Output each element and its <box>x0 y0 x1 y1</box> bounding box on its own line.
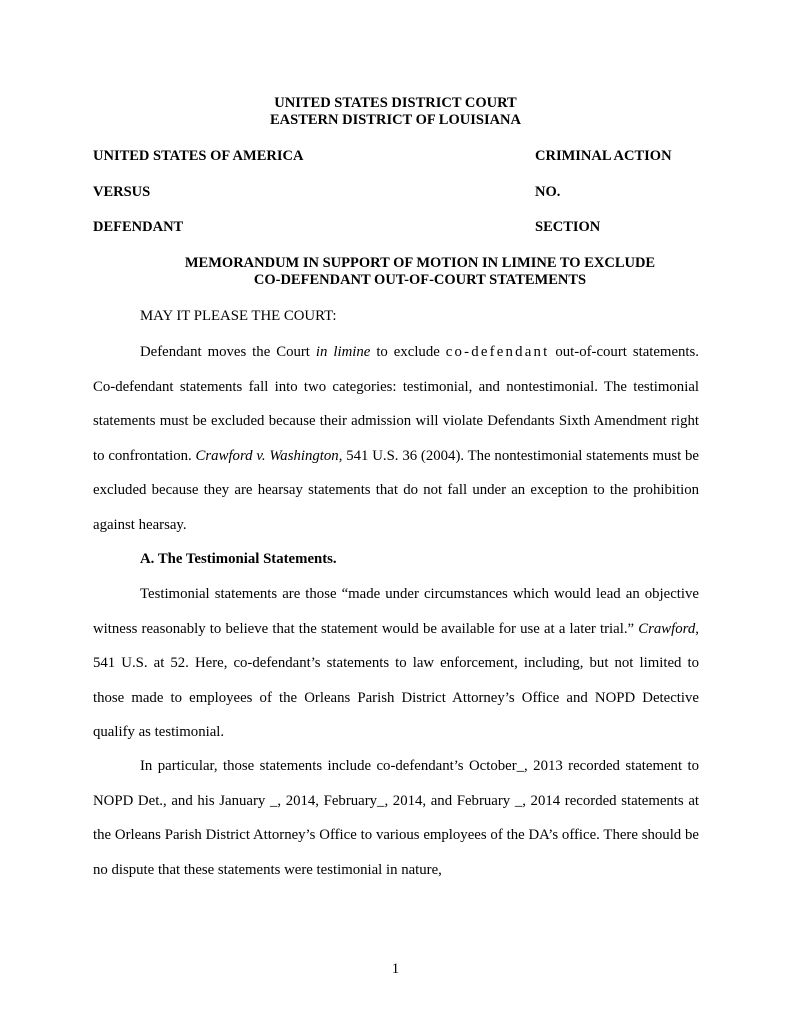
paragraph-1-text-a: Defendant moves the Court <box>140 344 316 360</box>
case-citation-crawford: Crawford <box>638 620 696 637</box>
paragraph-3: In particular, those statements include co-defendant’s October_, 2013 recorded statement to NOPD Det., and his January _, 2014, February_, 2014, and February _, 2014 recorded statements at the Orleans Parish District Attorney’s Office to various employees of the DA’s office. There should be no dispute that these statements were testimonial in nature, <box>93 758 699 878</box>
memo-title-line2: CO-DEFENDANT OUT-OF-COURT STATEMENTS <box>253 272 587 288</box>
case-citation-crawford-v-washington: Crawford v. Washington <box>195 447 339 464</box>
paragraph-2-text-a: Testimonial statements are those “made under circumstances which would lead an objective witness reasonably to believe that the statement would be available for use at a later trial.” <box>93 586 699 637</box>
caption-case-number: NO. <box>535 184 561 200</box>
memo-title-line1: MEMORANDUM IN SUPPORT OF MOTION IN LIMINE TO EXCLUDE <box>184 255 656 271</box>
page-number: 1 <box>391 961 400 977</box>
paragraph-1-text-c: out-of-court statements. Co-defendant statements fall into two categories: testimonial, and nontestimonial. The testimonial statements must be excluded because their admission will violate Defendants Sixth Amendment right to confrontation. <box>93 344 699 464</box>
body-paragraph-1 <box>93 335 699 542</box>
in-limine-italic: in limine <box>315 344 371 360</box>
section-heading-a: A. The Testimonial Statements. <box>140 551 337 567</box>
paragraph-1 <box>93 335 699 542</box>
caption-versus: VERSUS <box>93 184 151 200</box>
salutation: MAY IT PLEASE THE COURT: <box>140 308 337 324</box>
body-paragraph-2 <box>93 577 699 750</box>
paragraph-2 <box>93 577 699 750</box>
memo-title <box>93 255 747 289</box>
caption-criminal-action: CRIMINAL ACTION <box>535 148 672 164</box>
caption-plaintiff: UNITED STATES OF AMERICA <box>93 148 304 164</box>
co-defendant-spaced: co-defendant <box>445 344 550 360</box>
caption-section: SECTION <box>535 219 601 235</box>
court-header <box>0 95 791 129</box>
paragraph-1-text-b: to exclude <box>370 344 446 360</box>
caption-defendant: DEFENDANT <box>93 219 184 235</box>
paragraph-1-text-d: , 541 U.S. 36 (2004). The nontestimonial statements must be excluded because they are hearsay statements that do not fall under an exception to the prohibition against hearsay. <box>93 447 699 533</box>
body-paragraph-3 <box>93 749 699 887</box>
court-name: UNITED STATES DISTRICT COURT <box>274 95 517 111</box>
court-district: EASTERN DISTRICT OF LOUISIANA <box>270 112 521 128</box>
paragraph-2-text-b: , 541 U.S. at 52. Here, co-defendant’s statements to law enforcement, including, but not limited to those made to employees of the Orleans Parish District Attorney’s Office and NOPD Detective qualify as testimonial. <box>93 620 699 740</box>
